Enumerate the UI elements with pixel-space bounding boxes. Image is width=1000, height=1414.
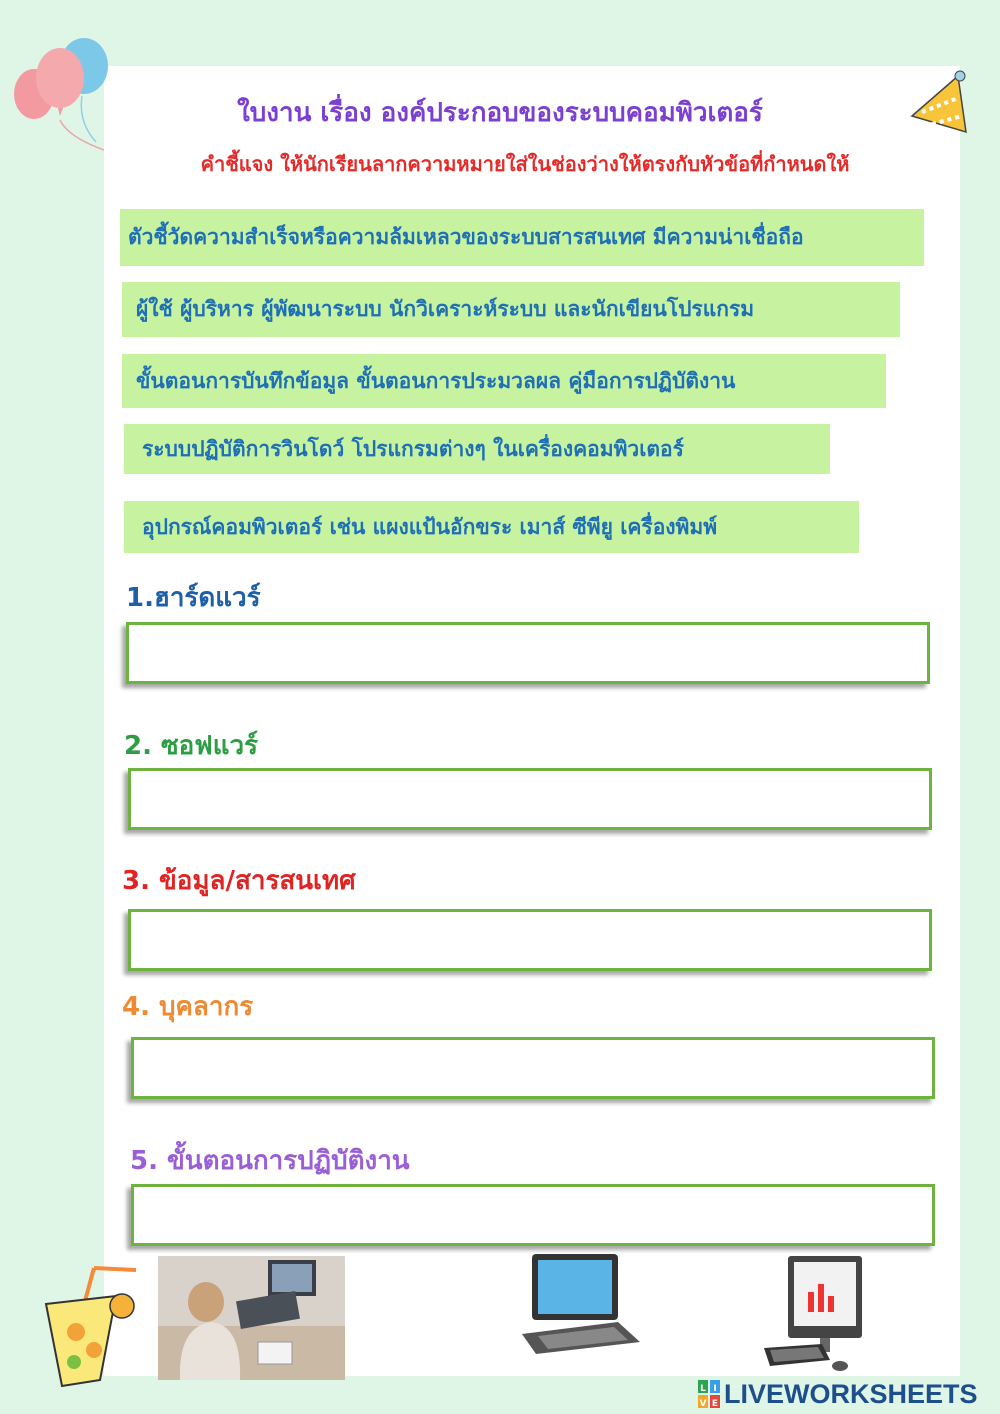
- drop-box-data[interactable]: [128, 909, 932, 971]
- worksheet-title: ใบงาน เรื่อง องค์ประกอบของระบบคอมพิวเตอร์: [237, 98, 763, 128]
- svg-text:I: I: [713, 1384, 717, 1394]
- svg-text:V: V: [699, 1399, 707, 1408]
- answer-chip-4[interactable]: ระบบปฏิบัติการวินโดว์ โปรแกรมต่างๆ ในเครื่องคอมพิวเตอร์: [124, 424, 830, 474]
- drop-box-hardware[interactable]: [126, 622, 930, 684]
- laptop-icon: [520, 1250, 642, 1360]
- drop-box-personnel[interactable]: [131, 1037, 935, 1099]
- juice-glass-icon: [36, 1262, 140, 1390]
- section-label-procedure: 5. ขั้นตอนการปฏิบัติงาน: [130, 1146, 410, 1176]
- desktop-computer-icon: [760, 1252, 864, 1376]
- section-label-data: 3. ข้อมูล/สารสนเทศ: [122, 866, 356, 896]
- answer-chip-2[interactable]: ผู้ใช้ ผู้บริหาร ผู้พัฒนาระบบ นักวิเคราะห์ระบบ และนักเขียนโปรแกรม: [122, 282, 900, 337]
- answer-chip-1[interactable]: ตัวชี้วัดความสำเร็จหรือความล้มเหลวของระบบสารสนเทศ มีความน่าเชื่อถือ: [120, 209, 924, 266]
- drop-box-software[interactable]: [128, 768, 932, 830]
- logo-text: LIVEWORKSHEETS: [724, 1378, 978, 1409]
- answer-chip-3[interactable]: ขั้นตอนการบันทึกข้อมูล ขั้นตอนการประมวลผล คู่มือการปฏิบัติงาน: [122, 354, 886, 408]
- logo-badge-icon: [698, 1380, 720, 1408]
- section-label-software: 2. ซอฟแวร์: [124, 731, 259, 761]
- svg-text:L: L: [700, 1384, 706, 1394]
- person-at-desk-photo: [158, 1256, 345, 1380]
- section-label-hardware: 1.ฮาร์ดแวร์: [126, 583, 261, 613]
- section-label-personnel: 4. บุคลากร: [122, 992, 254, 1022]
- drop-box-procedure[interactable]: [131, 1184, 935, 1246]
- svg-text:E: E: [711, 1399, 719, 1408]
- liveworksheets-logo: [698, 1378, 978, 1410]
- answer-chip-5[interactable]: อุปกรณ์คอมพิวเตอร์ เช่น แผงแป้นอักขระ เมาส์ ซีพียู เครื่องพิมพ์: [124, 501, 859, 553]
- instruction-text: คำชี้แจง ให้นักเรียนลากความหมายใส่ในช่องว่างให้ตรงกับหัวข้อที่กำหนดให้: [200, 152, 850, 176]
